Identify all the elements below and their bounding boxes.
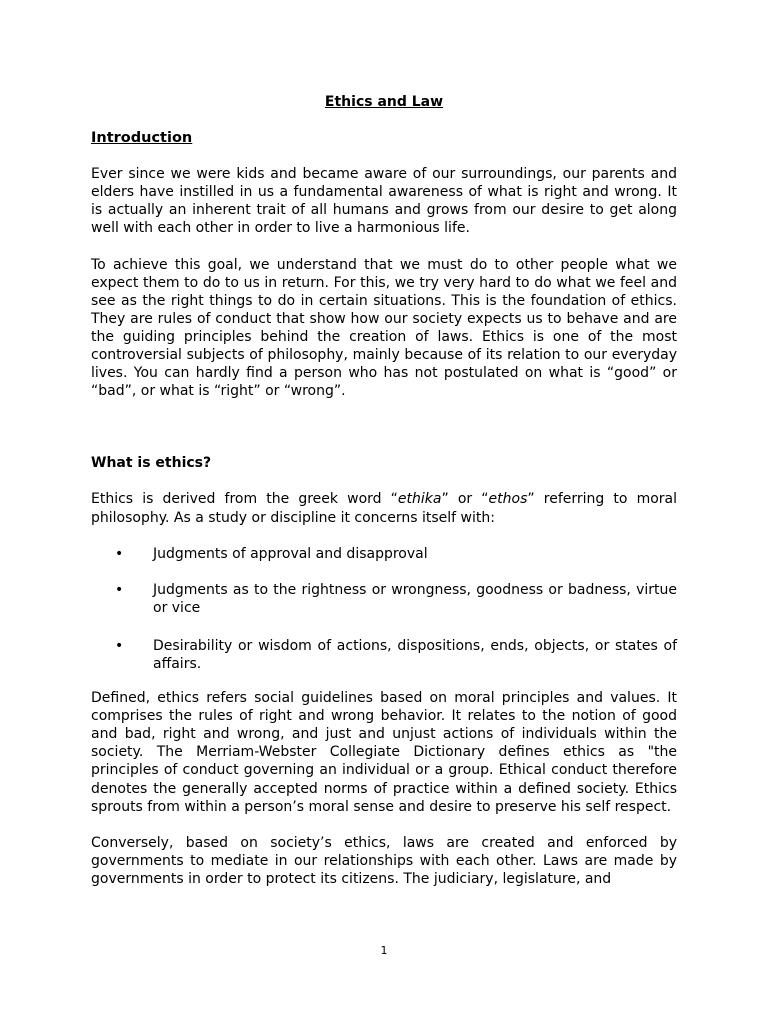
- introduction-heading: Introduction: [91, 130, 193, 147]
- bullet-icon: •: [115, 581, 124, 598]
- bullet-icon: •: [115, 545, 124, 562]
- section-spacer: [91, 418, 677, 454]
- document-title: Ethics and Law: [324, 94, 444, 110]
- page-number: 1: [380, 944, 388, 957]
- list-item: [91, 545, 677, 563]
- list-item-text: Judgments as to the rightness or wrongness, goodness or badness, virtue or vice: [153, 581, 677, 616]
- intro-paragraph-1: Ever since we were kids and became aware of our surroundings, our parents and elders have instilled in us a fundamental awareness of what is right and wrong. It is actually an inherent trait of all humans and grows from our desire to get along well with each other in order to live a harmonious life.: [91, 166, 677, 237]
- what-is-ethics-heading: What is ethics?: [91, 455, 212, 472]
- list-item: [91, 581, 677, 617]
- list-item: [91, 637, 677, 673]
- list-item-text: Desirability or wisdom of actions, dispositions, ends, objects, or states of affairs.: [153, 637, 677, 672]
- document-body: [91, 93, 677, 906]
- intro-paragraph-2: To achieve this goal, we understand that we must do to other people what we expect them to do to us in return. For this, we try very hard to do what we feel and see as the right things to do in certain situations. This is the foundation of ethics. They are rules of conduct that show how our society expects us to behave and are the guiding principles behind the creation of laws. Ethics is one of the most controversial subjects of philosophy, mainly because of its relation to our everyday lives. You can hardly find a person who has not postulated on what is “good” or “bad”, or what is “right” or “wrong”.: [91, 256, 677, 400]
- ethics-concerns-list: [91, 545, 677, 673]
- what-text-part-1: Ethics is derived from the greek word “: [91, 491, 398, 508]
- list-item-text: Judgments of approval and disapproval: [153, 545, 428, 562]
- defined-paragraph: Defined, ethics refers social guidelines based on moral principles and values. It comprises the rules of right and wrong behavior. It relates to the notion of good and bad, right and wrong, and just and unjust actions of individuals within the society. The Merriam-Webster Collegiate Dictionary defines ethics as "the principles of conduct governing an individual or a group. Ethical conduct therefore denotes the generally accepted norms of practice within a defined society. Ethics sprouts from within a person’s moral sense and desire to preserve his self respect.: [91, 690, 677, 815]
- what-is-ethics-paragraph: [91, 490, 677, 526]
- what-text-part-3: ” referring to moral philosophy. As a study or discipline it concerns itself with:: [91, 491, 677, 526]
- word-ethos: ethos: [488, 491, 528, 508]
- word-ethika: ethika: [397, 491, 442, 508]
- conversely-paragraph: Conversely, based on society’s ethics, laws are created and enforced by governments to mediate in our relationships with each other. Laws are made by governments in order to protect its citizens. The judiciary, legislature, and: [91, 834, 677, 887]
- what-text-part-2: ” or “: [441, 491, 489, 508]
- bullet-icon: •: [115, 637, 124, 654]
